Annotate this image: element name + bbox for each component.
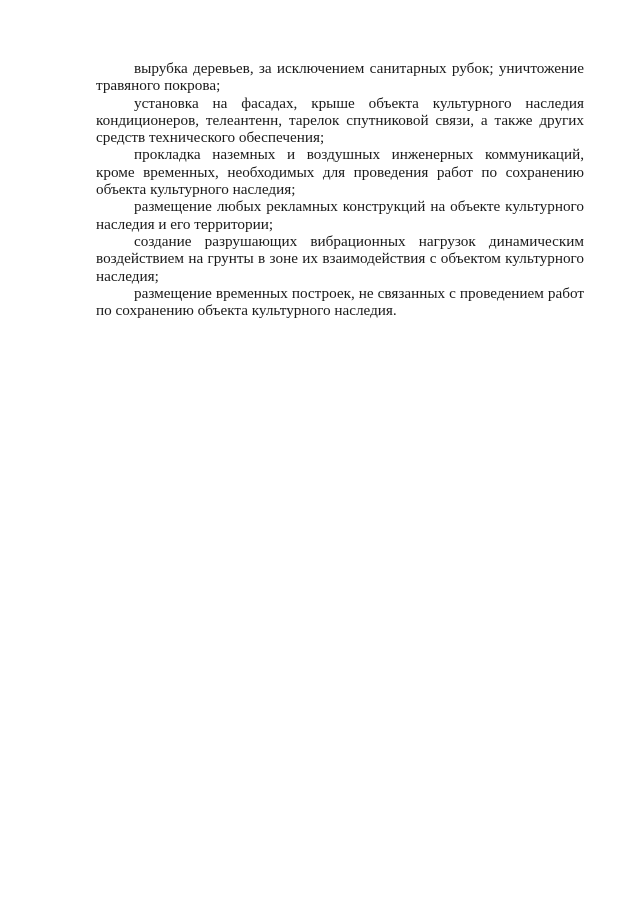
paragraph-temporary-buildings: размещение временных построек, не связанных с проведением работ по сохранению объекта культурного наследия. [96, 284, 584, 320]
paragraph-advertising: размещение любых рекламных конструкций на объекте культурного наследия и его территории; [96, 198, 584, 233]
paragraph-tree-felling: вырубка деревьев, за исключением санитарных рубок; уничтожение травяного покрова; [96, 60, 584, 95]
paragraph-utility-lines: прокладка наземных и воздушных инженерных коммуникаций, кроме временных, необходимых для проведения работ по сохранению объекта культурного наследия; [96, 146, 584, 199]
paragraph-facade-installations: установка на фасадах, крыше объекта культурного наследия кондиционеров, телеантенн, тарелок спутниковой связи, а также других средств технического обеспечения; [96, 94, 584, 147]
document-body [96, 60, 584, 319]
paragraph-vibration-loads: создание разрушающих вибрационных нагрузок динамическим воздействием на грунты в зоне их взаимодействия с объектом культурного наследия; [96, 232, 584, 285]
